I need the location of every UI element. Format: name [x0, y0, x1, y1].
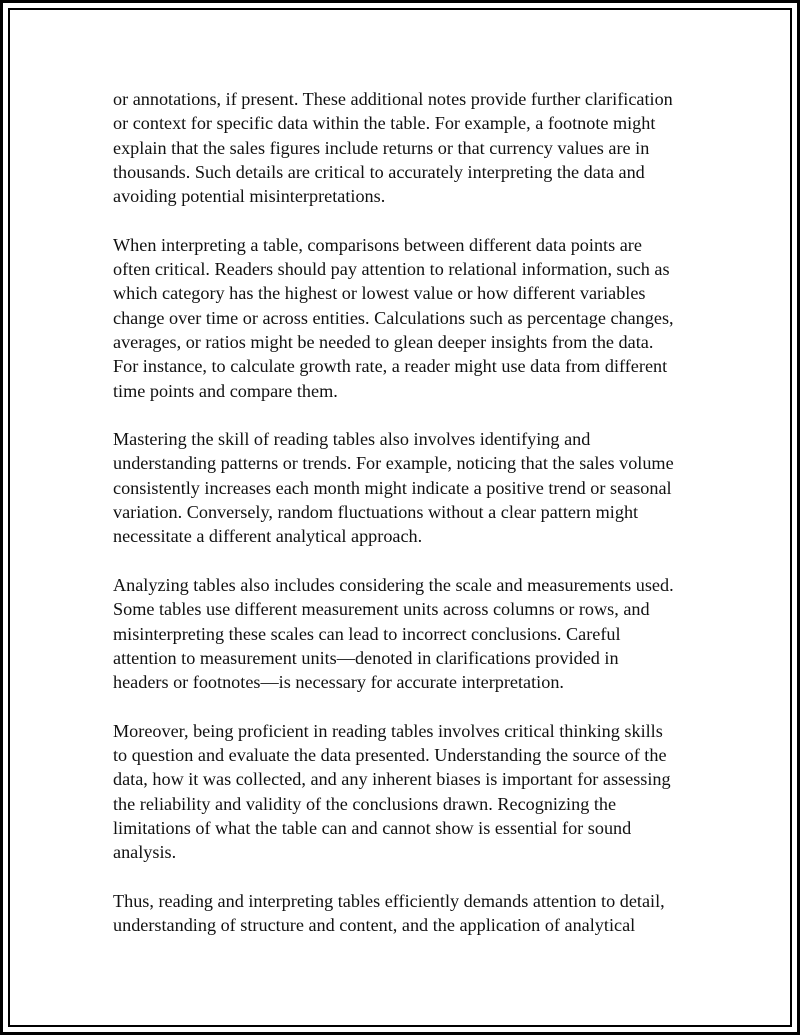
text-line: averages, or ratios might be needed to glean deeper insights from the data. — [113, 331, 654, 352]
text-line: For instance, to calculate growth rate, a reader might use data from different — [113, 356, 668, 377]
text-line: or annotations, if present. These additional notes provide further clarification — [113, 89, 673, 109]
paragraph-comparisons — [113, 233, 703, 403]
text-line: which category has the highest or lowest value or how different variables — [113, 283, 646, 304]
text-line: headers or footnotes—is necessary for accurate interpretation. — [113, 672, 564, 693]
text-line: Mastering the skill of reading tables also involves identifying and — [113, 429, 591, 450]
paragraph-critical-thinking — [113, 719, 703, 865]
text-line: Moreover, being proficient in reading tables involves critical thinking skills — [113, 720, 663, 741]
text-line: or context for specific data within the table. For example, a footnote might — [113, 113, 656, 134]
text-line: thousands. Such details are critical to accurately interpreting the data and — [113, 161, 645, 182]
text-line: to question and evaluate the data presented. Understanding the source of the — [113, 745, 667, 766]
text-line: data, how it was collected, and any inherent biases is important for assessing — [113, 769, 671, 790]
paragraph-patterns — [113, 427, 703, 548]
text-line: analysis. — [113, 842, 177, 863]
text-line: consistently increases each month might indicate a positive trend or seasonal — [113, 477, 672, 498]
text-line: avoiding potential misinterpretations. — [113, 186, 386, 207]
text-line: attention to measurement units—denoted in clarifications provided in — [113, 647, 619, 668]
text-line: often critical. Readers should pay attention to relational information, such as — [113, 259, 670, 280]
text-line: explain that the sales figures include returns or that currency values are in — [113, 137, 650, 158]
text-line: change over time or across entities. Calculations such as percentage changes, — [113, 307, 674, 328]
text-line: the reliability and validity of the conclusions drawn. Recognizing the — [113, 793, 617, 814]
text-line: understanding patterns or trends. For example, noticing that the sales volume — [113, 453, 674, 474]
text-line: necessitate a different analytical approach. — [113, 526, 423, 547]
paragraph-footnotes — [113, 87, 703, 208]
document-body — [113, 87, 703, 962]
text-line: Analyzing tables also includes considering the scale and measurements used. — [113, 574, 674, 595]
text-line: Thus, reading and interpreting tables efficiently demands attention to detail, — [113, 890, 665, 911]
text-line: Some tables use different measurement units across columns or rows, and — [113, 599, 650, 620]
text-line: understanding of structure and content, and the application of analytical — [113, 915, 636, 936]
text-line: misinterpreting these scales can lead to incorrect conclusions. Careful — [113, 623, 621, 644]
text-line: variation. Conversely, random fluctuations without a clear pattern might — [113, 502, 639, 523]
text-line: time points and compare them. — [113, 380, 338, 401]
paragraph-conclusion — [113, 889, 703, 938]
text-line: limitations of what the table can and cannot show is essential for sound — [113, 817, 632, 838]
paragraph-scale — [113, 573, 703, 694]
text-line: When interpreting a table, comparisons between different data points are — [113, 234, 642, 255]
